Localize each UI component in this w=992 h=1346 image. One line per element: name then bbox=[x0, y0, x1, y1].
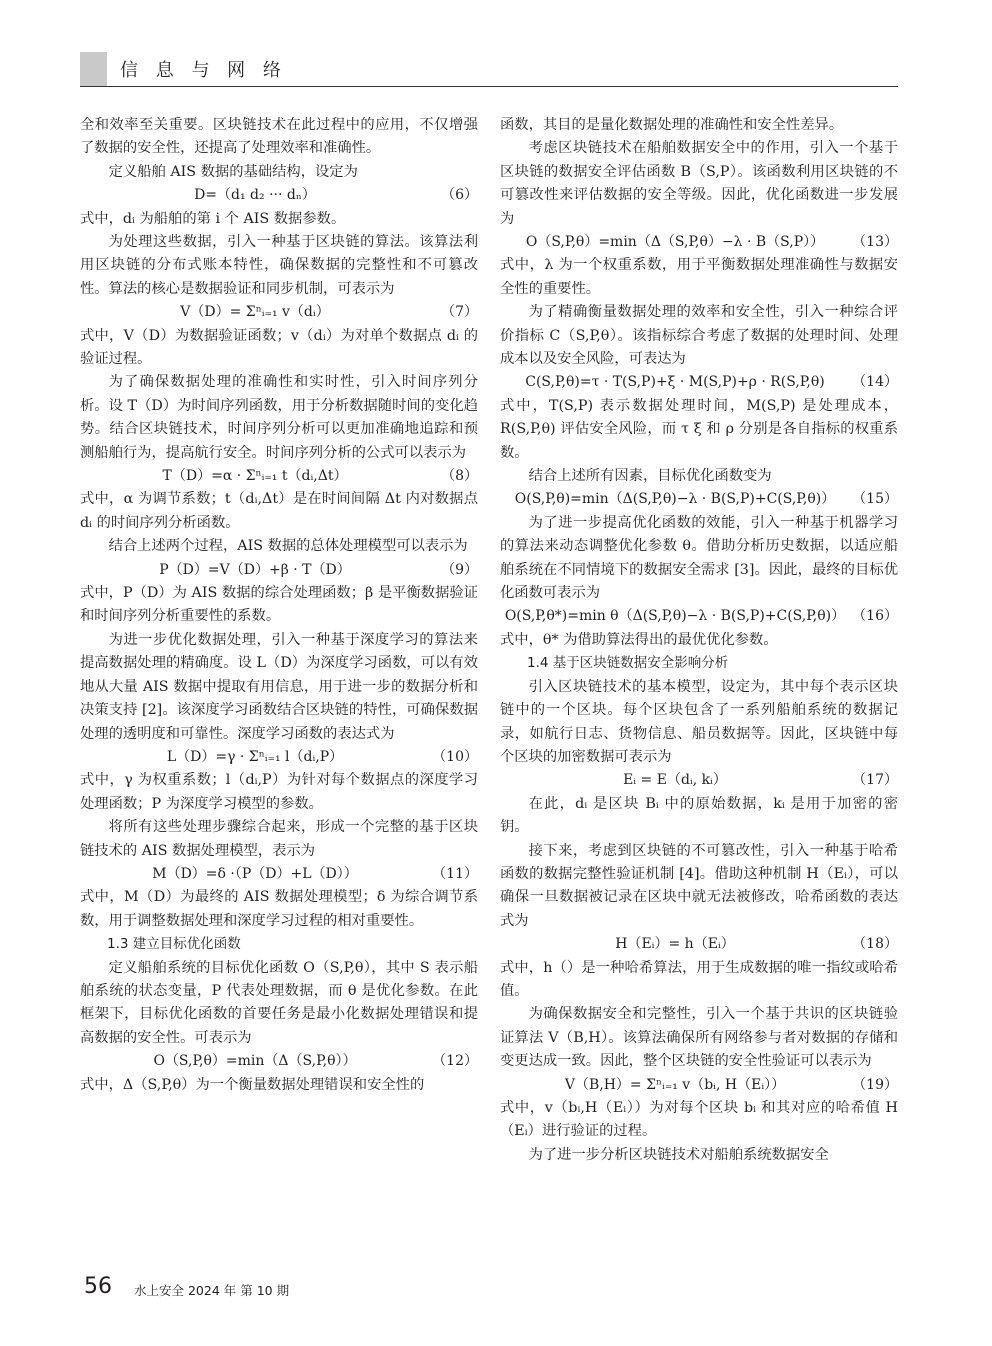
equation-7: V（D）= Σⁿᵢ₌₁ v（dᵢ） （7） bbox=[180, 304, 478, 321]
paragraph: 考虑区块链技术在船舶数据安全中的作用，引入一个基于区块链的数据安全评估函数 B（S,P）。该函数利用区块链的不可篡改性来评估数据的安全等级。因此，优化函数进一步发展为 bbox=[500, 140, 898, 227]
paragraph: 式中，v（bᵢ,H（Eᵢ））为对每个区块 bᵢ 和其对应的哈希值 H（Eᵢ）进行验证的过程。 bbox=[500, 1099, 898, 1140]
paragraph: 函数，其目的是量化数据处理的准确性和安全性差异。 bbox=[500, 117, 844, 133]
paragraph: 定义船舶系统的目标优化函数 O（S,P,θ），其中 S 表示船舶系统的状态变量，P 代表处理数据，而 θ 是优化参数。在此框架下，目标优化函数的首要任务是最小化数据处理错误和提高数据的安全性。可表示为 bbox=[80, 959, 478, 1046]
section-heading-1-3: 1.3 建立目标优化函数 bbox=[107, 936, 241, 953]
equation-14: C(S,P,θ)=τ · T(S,P)+ξ · M(S,P)+ρ · R(S,P,θ) （14） bbox=[525, 374, 898, 391]
equation-10: L（D）=γ · Σⁿᵢ₌₁ l（dᵢ,P） （10） bbox=[166, 748, 478, 765]
paragraph: 式中，Δ（S,P,θ）为一个衡量数据处理错误和安全性的 bbox=[80, 1076, 425, 1093]
paragraph: 将所有这些处理步骤综合起来，形成一个完整的基于区块链技术的 AIS 数据处理模型，表示为 bbox=[80, 819, 478, 859]
paragraph: 全和效率至关重要。区块链技术在此过程中的应用，不仅增强了数据的安全性，还提高了处理效率和准确性。 bbox=[80, 117, 478, 157]
paragraph: 式中，dᵢ 为船舶的第 i 个 AIS 数据参数。 bbox=[80, 210, 346, 227]
equation-19: V（B,H）= Σⁿᵢ₌₁ v（bᵢ, H（Eᵢ）） （19） bbox=[564, 1076, 898, 1093]
section-heading-1-4: 1.4 基于区块链数据安全影响分析 bbox=[527, 655, 729, 672]
equation-6: D=（d₁ d₂ ··· dₙ） （6） bbox=[194, 187, 478, 204]
paragraph: 式中，θ* 为借助算法得出的最优优化参数。 bbox=[500, 631, 778, 648]
paragraph: 引入区块链技术的基本模型，设定为，其中每个表示区块链中的一个区块。每个区块包含了一系列船舶系统的数据记录，如航行日志、货物信息、船员数据等。因此，区块链中每个区块的加密数据可表示为 bbox=[500, 678, 898, 765]
equation-11: M（D）=δ ·（P（D）+L（D）） （11） bbox=[152, 865, 478, 882]
equation-9: P（D）=V（D）+β · T（D） （9） bbox=[159, 561, 478, 578]
paragraph: 式中，λ 为一个权重系数，用于平衡数据处理准确性与数据安全性的重要性。 bbox=[500, 257, 898, 297]
journal-info: 水上安全 2024 年 第 10 期 bbox=[134, 1283, 290, 1298]
paragraph: 为了精确衡量数据处理的效率和安全性，引入一种综合评价指标 C（S,P,θ）。该指标综合考虑了数据的处理时间、处理成本以及安全风险，可表达为 bbox=[500, 304, 898, 368]
paragraph: 为确保数据安全和完整性，引入一个基于共识的区块链验证算法 V（B,H）。该算法确保所有网络参与者对数据的存储和变更达成一致。因此，整个区块链的安全性验证可以表示为 bbox=[500, 1006, 898, 1070]
paragraph: 接下来，考虑到区块链的不可篡改性，引入一种基于哈希函数的数据完整性验证机制 [4]。借助这种机制 H（Eᵢ），可以确保一旦数据被记录在区块中就无法被修改，哈希函数的表达式为 bbox=[500, 842, 898, 929]
paragraph: 在此，dᵢ 是区块 Bᵢ 中的原始数据，kᵢ 是用于加密的密钥。 bbox=[500, 795, 898, 836]
paragraph: 式中，α 为调节系数；t（dᵢ,Δt）是在时间间隔 Δt 内对数据点 dᵢ 的时间序列分析函数。 bbox=[80, 491, 478, 531]
equation-18: H（Eᵢ）= h（Eᵢ） （18） bbox=[615, 936, 898, 953]
section-header-title: 信 息 与 网 络 bbox=[120, 60, 287, 81]
paragraph: 式中，T(S,P) 表示数据处理时间，M(S,P) 是处理成本，R(S,P,θ) 评估安全风险，而 τ ξ 和 ρ 分别是各自指标的权重系数。 bbox=[500, 397, 898, 461]
paragraph: 结合上述所有因素，目标优化函数变为 bbox=[528, 468, 772, 485]
header-rule bbox=[80, 86, 898, 87]
paragraph: 定义船舶 AIS 数据的基础结构，设定为 bbox=[108, 163, 358, 180]
header-gray-block bbox=[80, 52, 107, 86]
paragraph: 式中，V（D）为数据验证函数；v（dᵢ）为对单个数据点 dᵢ 的验证过程。 bbox=[80, 327, 478, 368]
paragraph: 结合上述两个过程，AIS 数据的总体处理模型可以表示为 bbox=[108, 538, 468, 555]
paragraph: 为了确保数据处理的准确性和实时性，引入时间序列分析。设 T（D）为时间序列函数，用于分析数据随时间的变化趋势。结合区块链技术，时间序列分析可以更加准确地追踪和预测船舶行为，提高航行安全。时间序列分析的公式可以表示为 bbox=[80, 374, 478, 461]
paragraph: 式中，M（D）为最终的 AIS 数据处理模型；δ 为综合调节系数，用于调整数据处理和深度学习过程的相对重要性。 bbox=[80, 889, 478, 929]
paragraph: 为进一步优化数据处理，引入一种基于深度学习的算法来提高数据处理的精确度。设 L（D）为深度学习函数，可以有效地从大量 AIS 数据中提取有用信息，用于进一步的数据分析和决策支持 [2]。该深度学习函数结合区块链的特性，可确保数据处理的透明度和可靠性。深度学习函数的表达式为 bbox=[80, 631, 478, 742]
paragraph: 为了进一步提高优化函数的效能，引入一种基于机器学习的算法来动态调整优化参数 θ。借助分析历史数据，以适应船舶系统在不同情境下的数据安全需求 [3]。因此，最终的目标优化函数可表示为 bbox=[500, 514, 898, 602]
equation-8: T（D）=α · Σⁿᵢ₌₁ t（dᵢ,Δt） （8） bbox=[162, 468, 478, 485]
paragraph: 式中，P（D）为 AIS 数据的综合处理函数；β 是平衡数据验证和时间序列分析重要性的系数。 bbox=[80, 585, 478, 625]
equation-15: O(S,P,θ)=min（Δ(S,P,θ)−λ · B(S,P)+C(S,P,θ)） （15） bbox=[514, 491, 898, 508]
page-number: 56 bbox=[84, 1274, 112, 1299]
paragraph: 为处理这些数据，引入一种基于区块链的算法。该算法利用区块链的分布式账本特性，确保数据的完整性和不可篡改性。算法的核心是数据验证和同步机制，可表示为 bbox=[80, 234, 478, 297]
equation-13: O（S,P,θ）=min（Δ（S,P,θ）−λ · B（S,P）） （13） bbox=[525, 234, 898, 251]
right-column bbox=[500, 114, 898, 1167]
paragraph: 为了进一步分析区块链技术对船舶系统数据安全 bbox=[528, 1146, 829, 1163]
equation-12: O（S,P,θ）=min（Δ（S,P,θ）） （12） bbox=[153, 1053, 478, 1070]
paragraph: 式中，γ 为权重系数；l（dᵢ,P）为针对每个数据点的深度学习处理函数；P 为深度学习模型的参数。 bbox=[80, 772, 478, 812]
left-column bbox=[80, 114, 478, 1097]
equation-16: O(S,P,θ*)=min θ（Δ(S,P,θ)−λ · B(S,P)+C(S,P,θ)） （16） bbox=[504, 608, 898, 625]
equation-17: Eᵢ = E（dᵢ, kᵢ） （17） bbox=[623, 772, 898, 789]
paragraph: 式中，h（）是一种哈希算法，用于生成数据的唯一指纹或哈希值。 bbox=[500, 959, 898, 999]
